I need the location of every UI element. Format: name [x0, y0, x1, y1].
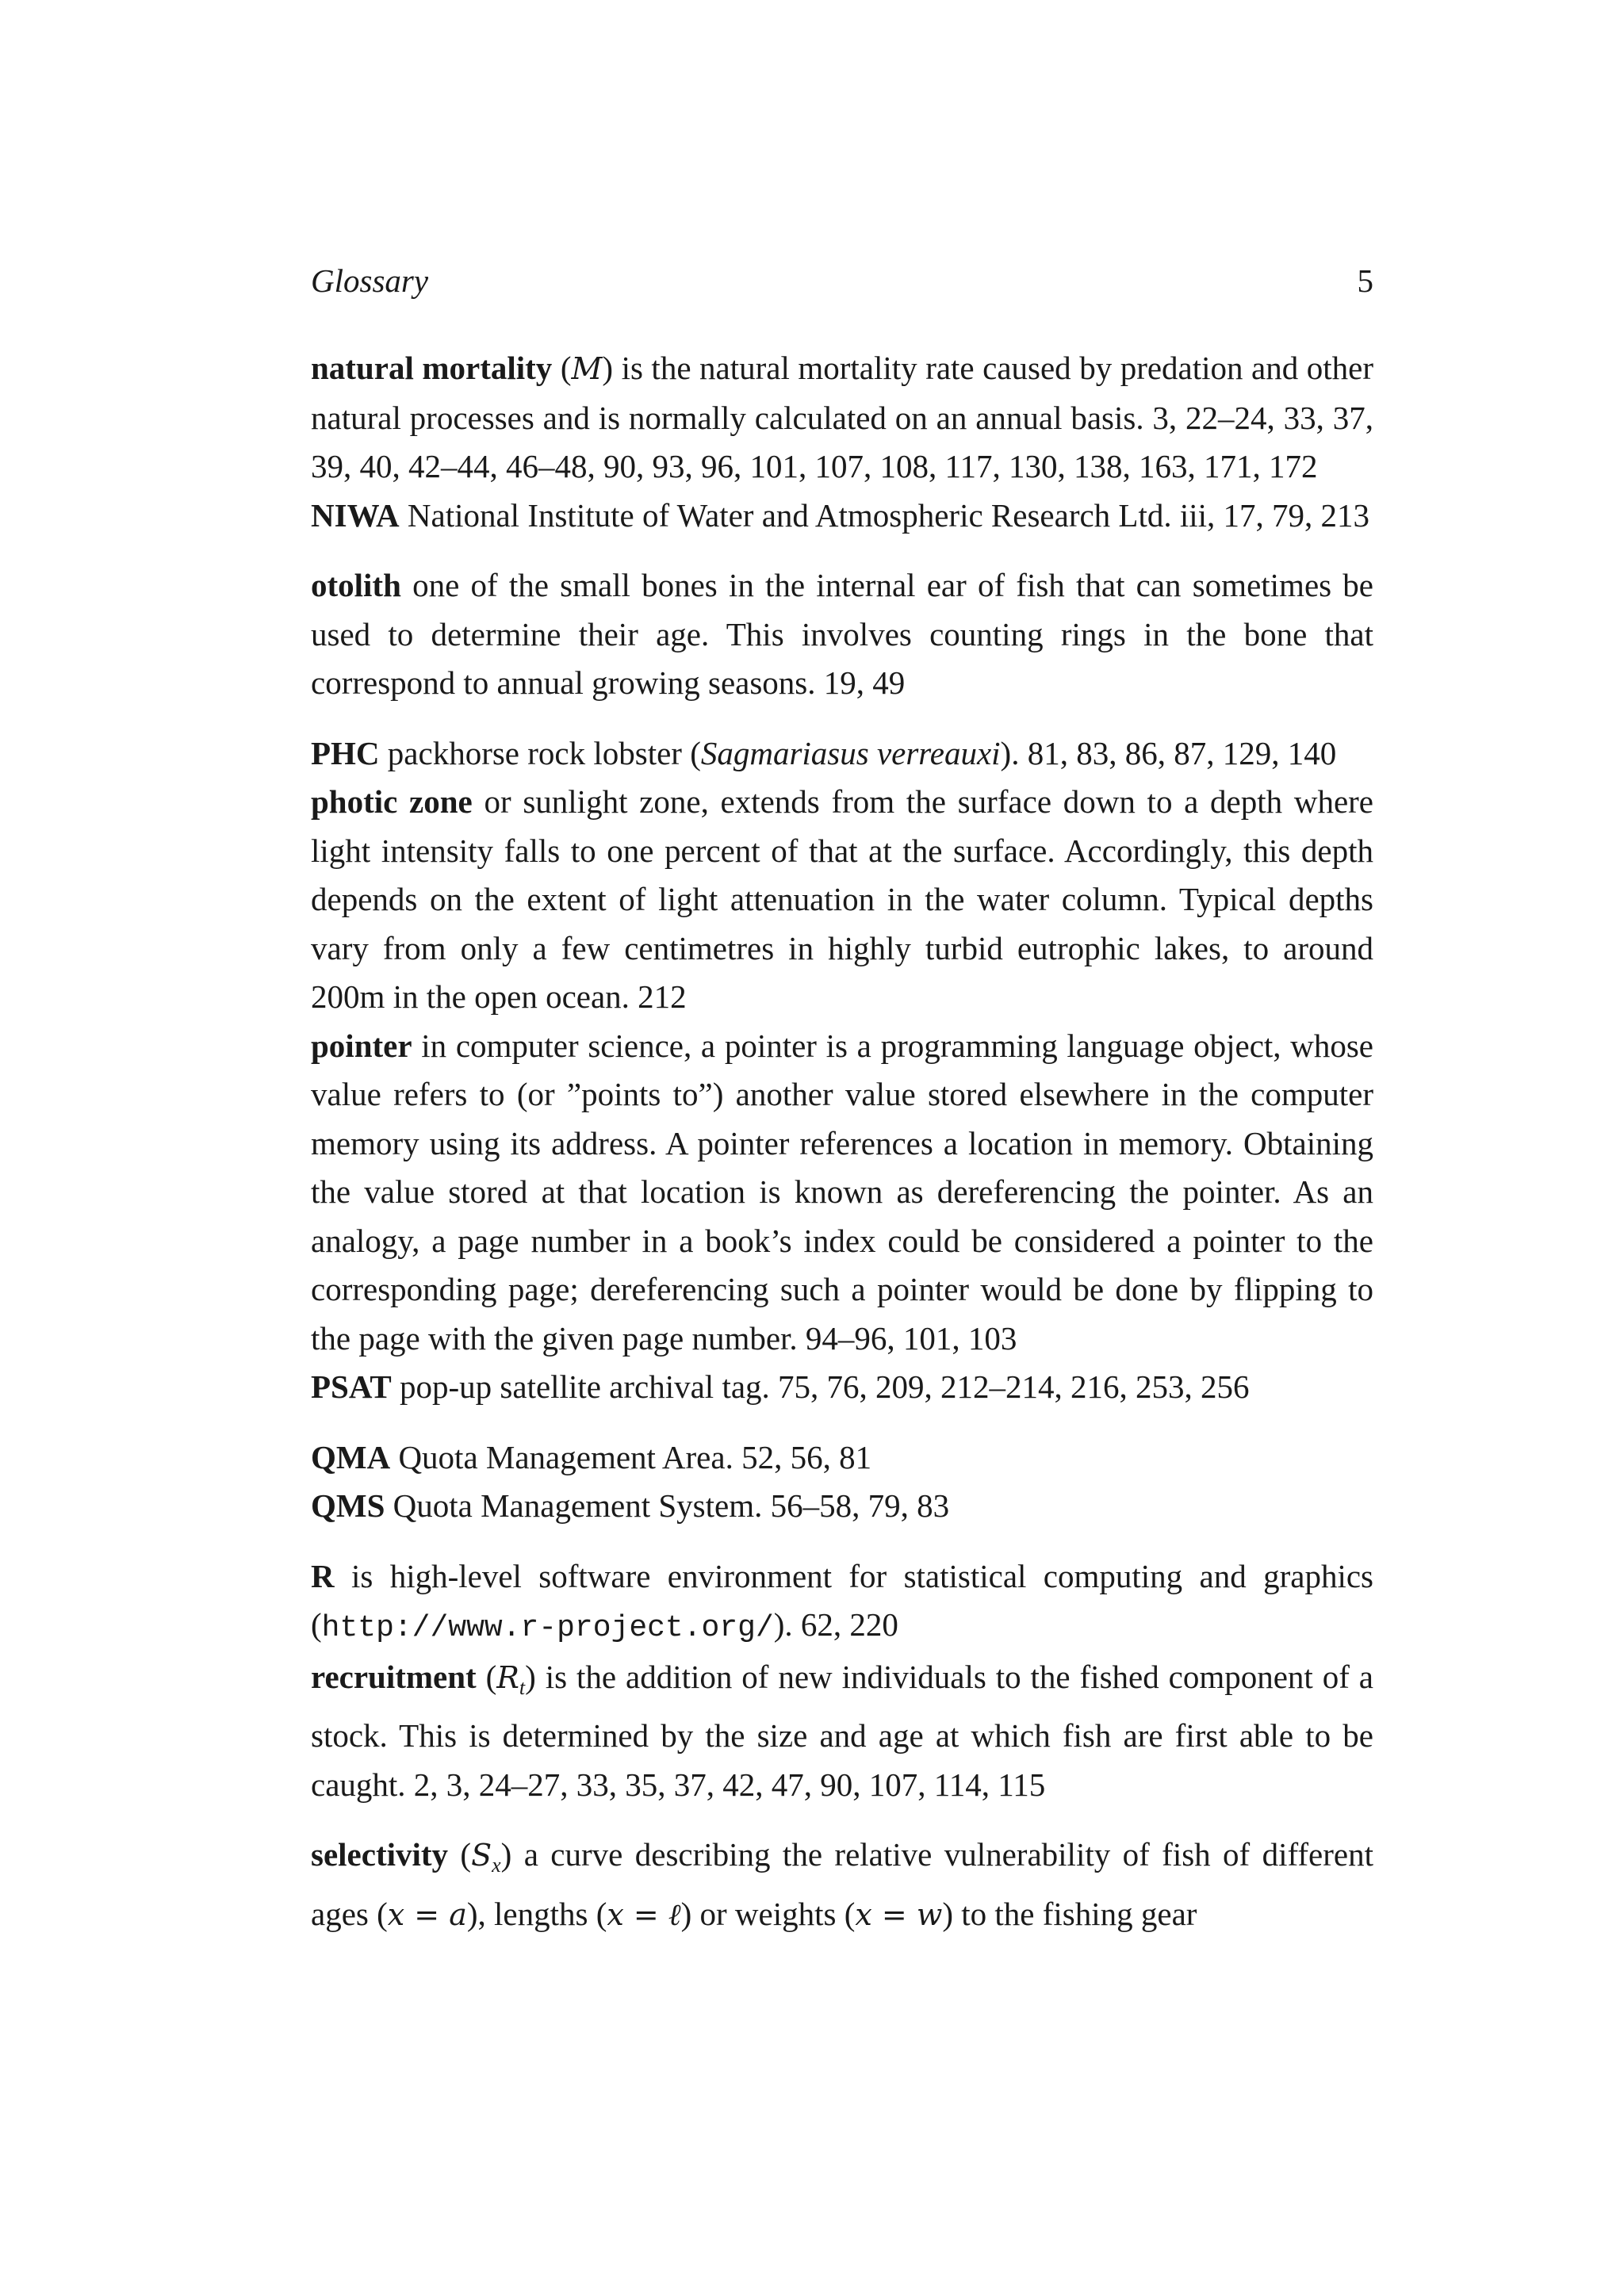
glossary-term: recruitment — [311, 1658, 477, 1695]
glossary-definition: a curve describing the relative vulnerability of fish of different ages ( — [311, 1836, 1373, 1932]
glossary-definition: one of the small bones in the internal ear of fish that can sometimes be used to determine their age. This involves counting rings in the bone that correspond to annual growing seasons. 19, 49 — [311, 567, 1373, 701]
glossary-entry-qma — [311, 1433, 1373, 1483]
math-expression-length: x = ℓ — [607, 1896, 681, 1932]
symbol-close: ) — [602, 350, 614, 386]
glossary-definition: is the addition of new individuals to the fished component of a stock. This is determined by the size and age at which fish are first able to be caught. 2, 3, 24–27, 33, 35, 37, 42, 47, 90, 107, 114, 115 — [311, 1658, 1373, 1803]
glossary-term: PSAT — [311, 1368, 392, 1405]
glossary-definition: ), lengths ( — [466, 1895, 607, 1932]
glossary-entry-phc — [311, 729, 1373, 779]
letter-group-gap — [311, 1809, 1373, 1831]
symbol-close: ) — [500, 1836, 512, 1873]
glossary-entry-photic-zone — [311, 778, 1373, 1022]
glossary-definition: in computer science, a pointer is a programming language object, whose value refers to (or ”points to”) another value stored elsewhere in the computer memory using its address. A pointer references a location in memory. Obtaining the value stored at that location is known as dereferencing the pointer. As an analogy, a page number in a book’s index could be considered a pointer to the corresponding page; dereferencing such a pointer would be done by flipping to the page with the given page number. 94–96, 101, 103 — [311, 1027, 1373, 1357]
math-symbol: S — [471, 1838, 492, 1873]
glossary-definition-tail: ). 81, 83, 86, 87, 129, 140 — [1000, 734, 1337, 771]
letter-group-gap — [311, 540, 1373, 561]
glossary-term: natural mortality — [311, 350, 553, 386]
glossary-definition: pop-up satellite archival tag. 75, 76, 209, 212–214, 216, 253, 256 — [391, 1368, 1250, 1405]
math-expression-age: x = a — [387, 1896, 467, 1932]
letter-group-gap — [311, 1412, 1373, 1433]
glossary-term: otolith — [311, 567, 401, 603]
glossary-entry-selectivity — [311, 1831, 1373, 1939]
glossary-definition: ) to the fishing gear — [942, 1895, 1197, 1932]
glossary-term: R — [311, 1557, 335, 1594]
glossary-definition: National Institute of Water and Atmospheric Research Ltd. iii, 17, 79, 213 — [399, 496, 1370, 534]
math-symbol: R — [496, 1659, 519, 1695]
url-link[interactable]: http://www.r-project.org/ — [321, 1611, 774, 1645]
glossary-term: pointer — [311, 1027, 412, 1064]
glossary-entry-qms — [311, 1482, 1373, 1531]
glossary-definition: Quota Management Area. 52, 56, 81 — [390, 1438, 872, 1475]
page-number: 5 — [1357, 262, 1373, 299]
glossary-term: QMA — [311, 1438, 391, 1475]
glossary-definition: is the natural mortality rate caused by predation and other natural processes and is normally calculated on an annual basis. 3, 22–24, 33, 37, 39, 40, 42–44, 46–48, 90, 93, 96, 101, 107, 108, 117, 130, 138, 163, 171, 172 — [311, 350, 1373, 484]
document-page — [311, 258, 1373, 1939]
glossary-entry-natural-mortality — [311, 344, 1373, 492]
running-title: Glossary — [311, 262, 429, 299]
glossary-definition: is high-level software environment for statistical computing and graphics ( — [311, 1557, 1373, 1643]
symbol-open: ( — [448, 1836, 472, 1873]
page-header — [311, 258, 1373, 303]
glossary-term: PHC — [311, 734, 380, 771]
glossary-definition: packhorse rock lobster ( — [379, 734, 701, 771]
glossary-term: photic zone — [311, 783, 473, 820]
glossary-entry-niwa — [311, 492, 1373, 541]
math-expression-weight: x = w — [855, 1896, 943, 1932]
glossary-term: NIWA — [311, 496, 400, 534]
glossary-entry-recruitment — [311, 1653, 1373, 1810]
glossary-entry-pointer — [311, 1022, 1373, 1364]
glossary-entry-r — [311, 1552, 1373, 1653]
letter-group-gap — [311, 1531, 1373, 1552]
glossary-term: QMS — [311, 1487, 385, 1524]
glossary-entry-otolith — [311, 561, 1373, 708]
symbol-close: ) — [525, 1658, 536, 1695]
symbol-open: ( — [552, 350, 572, 386]
glossary-term: selectivity — [311, 1836, 449, 1873]
letter-group-gap — [311, 708, 1373, 729]
math-subscript: t — [519, 1675, 526, 1699]
glossary-entry-psat — [311, 1363, 1373, 1412]
glossary-definition: or sunlight zone, extends from the surface down to a depth where light intensity falls to one percent of that at the surface. Accordingly, this depth depends on the extent of light attenuation in the water column. Typical depths vary from only a few centimetres in highly turbid eutrophic lakes, to around 200m in the open ocean. 212 — [311, 783, 1374, 1015]
glossary-definition-tail: ). 62, 220 — [773, 1606, 898, 1643]
math-subscript: x — [492, 1854, 501, 1877]
symbol-open: ( — [476, 1658, 497, 1695]
math-symbol: M — [571, 351, 603, 386]
glossary-definition: ) or weights ( — [680, 1895, 856, 1932]
glossary-definition: Quota Management System. 56–58, 79, 83 — [385, 1487, 950, 1524]
species-name: Sagmariasus verreauxi — [700, 734, 1001, 771]
